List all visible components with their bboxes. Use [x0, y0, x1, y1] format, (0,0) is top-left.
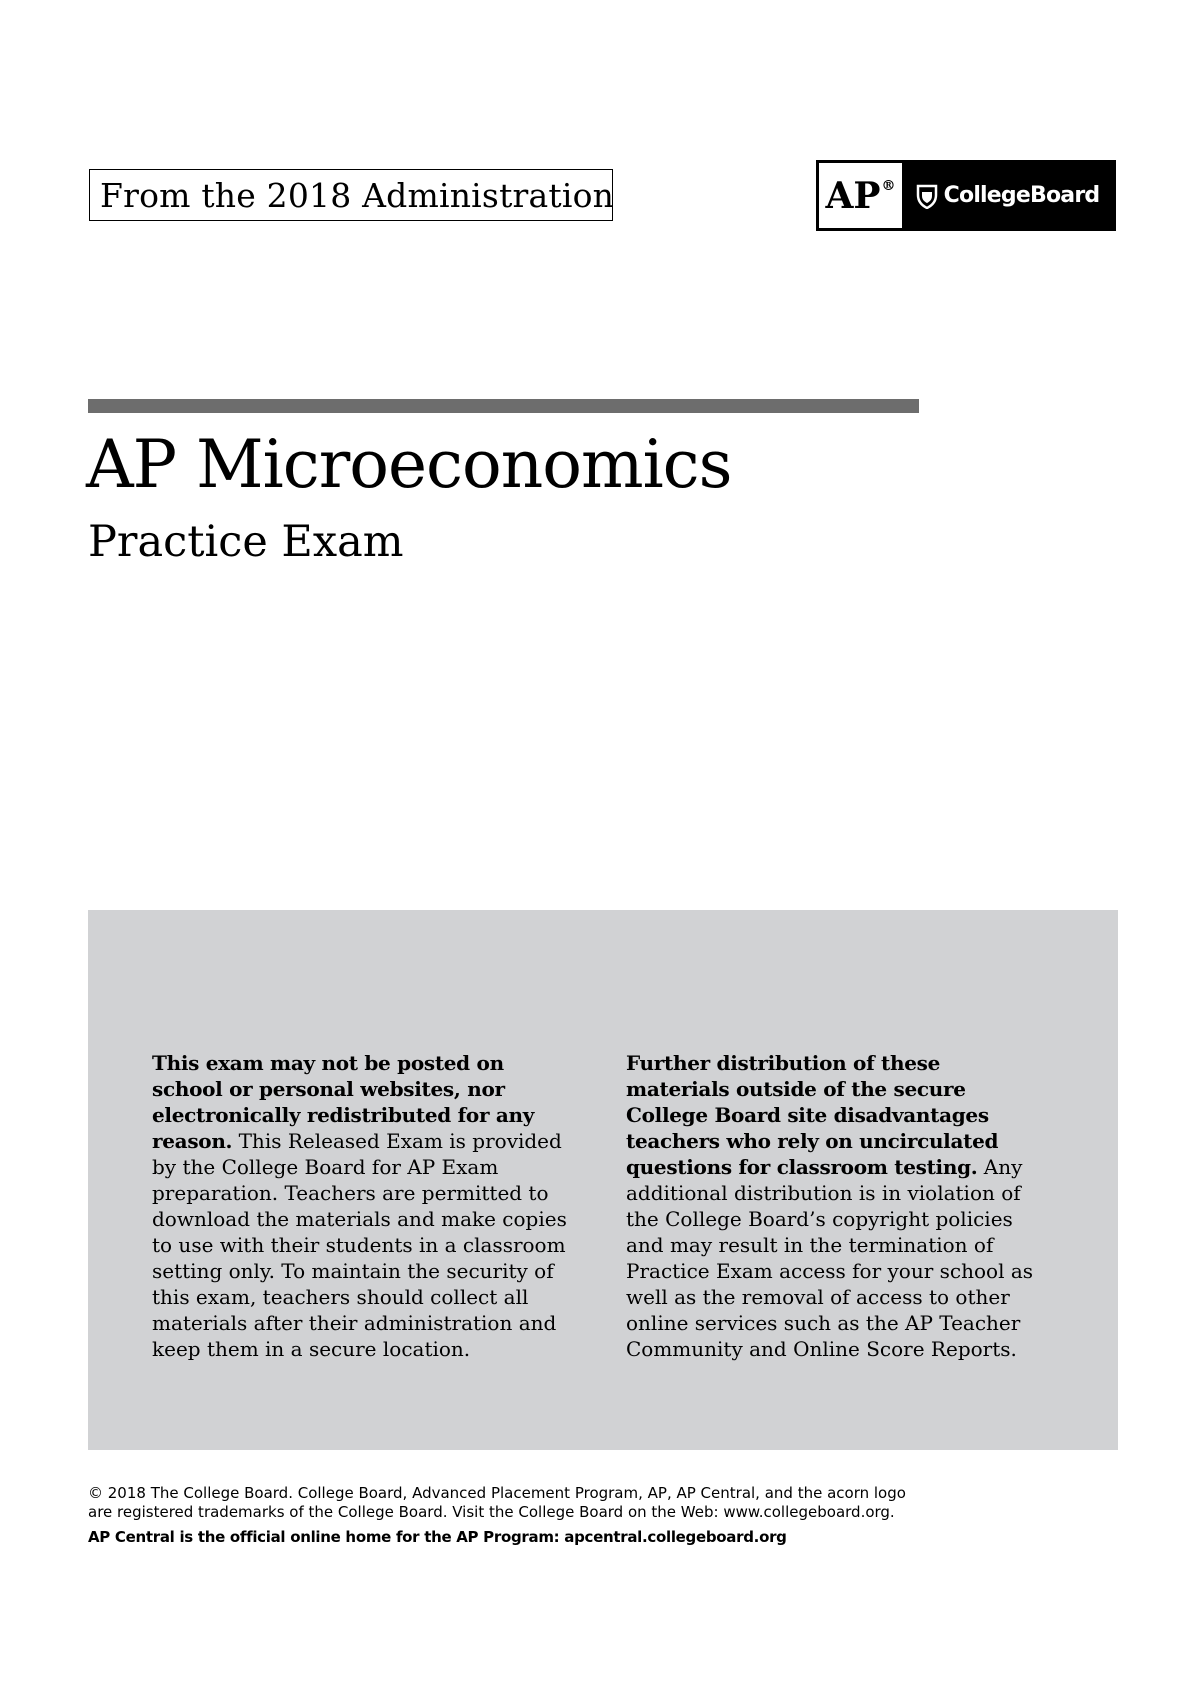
notice-right-column — [626, 1050, 1046, 1362]
page-title: AP Microeconomics — [86, 426, 732, 503]
title-rule — [88, 399, 919, 413]
notice-left-text: This Released Exam is provided by the College Board for AP Exam preparation. Teachers are permitted to download the materials and make copies to use with their students in a classroom setting only. To maintain the security of this exam, teachers should collect all materials after their administration and keep them in a secure location. — [152, 1129, 567, 1361]
ap-logo — [819, 163, 902, 228]
ap-collegeboard-logo — [816, 160, 1116, 231]
notice-right-bold: Further distribution of these materials outside of the secure College Board site disadvantages teachers who rely on uncirculated questions for classroom testing. — [626, 1051, 999, 1179]
notice-left-column — [152, 1050, 572, 1362]
collegeboard-logo-text: CollegeBoard — [943, 183, 1100, 208]
ap-logo-mark: ® — [881, 177, 896, 194]
notice-left-bold: This exam may not be posted on school or personal websites, nor electronically redistributed for any reason. — [152, 1051, 535, 1153]
notice-right-text: Any additional distribution is in violation of the College Board’s copyright policies and may result in the termination of Practice Exam access for your school as well as the removal of access to other online services such as the AP Teacher Community and Online Score Reports. — [626, 1155, 1034, 1361]
ap-logo-text: AP — [825, 174, 881, 217]
footer — [88, 1484, 988, 1547]
collegeboard-logo — [902, 163, 1113, 228]
distribution-notice — [88, 910, 1118, 1450]
ap-central-line: AP Central is the official online home for the AP Program: apcentral.collegeboard.org — [88, 1528, 787, 1546]
administration-label — [89, 169, 613, 221]
administration-text: From the 2018 Administration — [100, 175, 615, 215]
copyright-line-1: © 2018 The College Board. College Board, Advanced Placement Program, AP, AP Central, and the acorn logo — [88, 1484, 906, 1502]
page-subtitle: Practice Exam — [88, 517, 404, 567]
copyright-line-2: are registered trademarks of the College Board. Visit the College Board on the Web: www.collegeboard.org. — [88, 1503, 895, 1521]
acorn-shield-icon — [916, 183, 938, 209]
